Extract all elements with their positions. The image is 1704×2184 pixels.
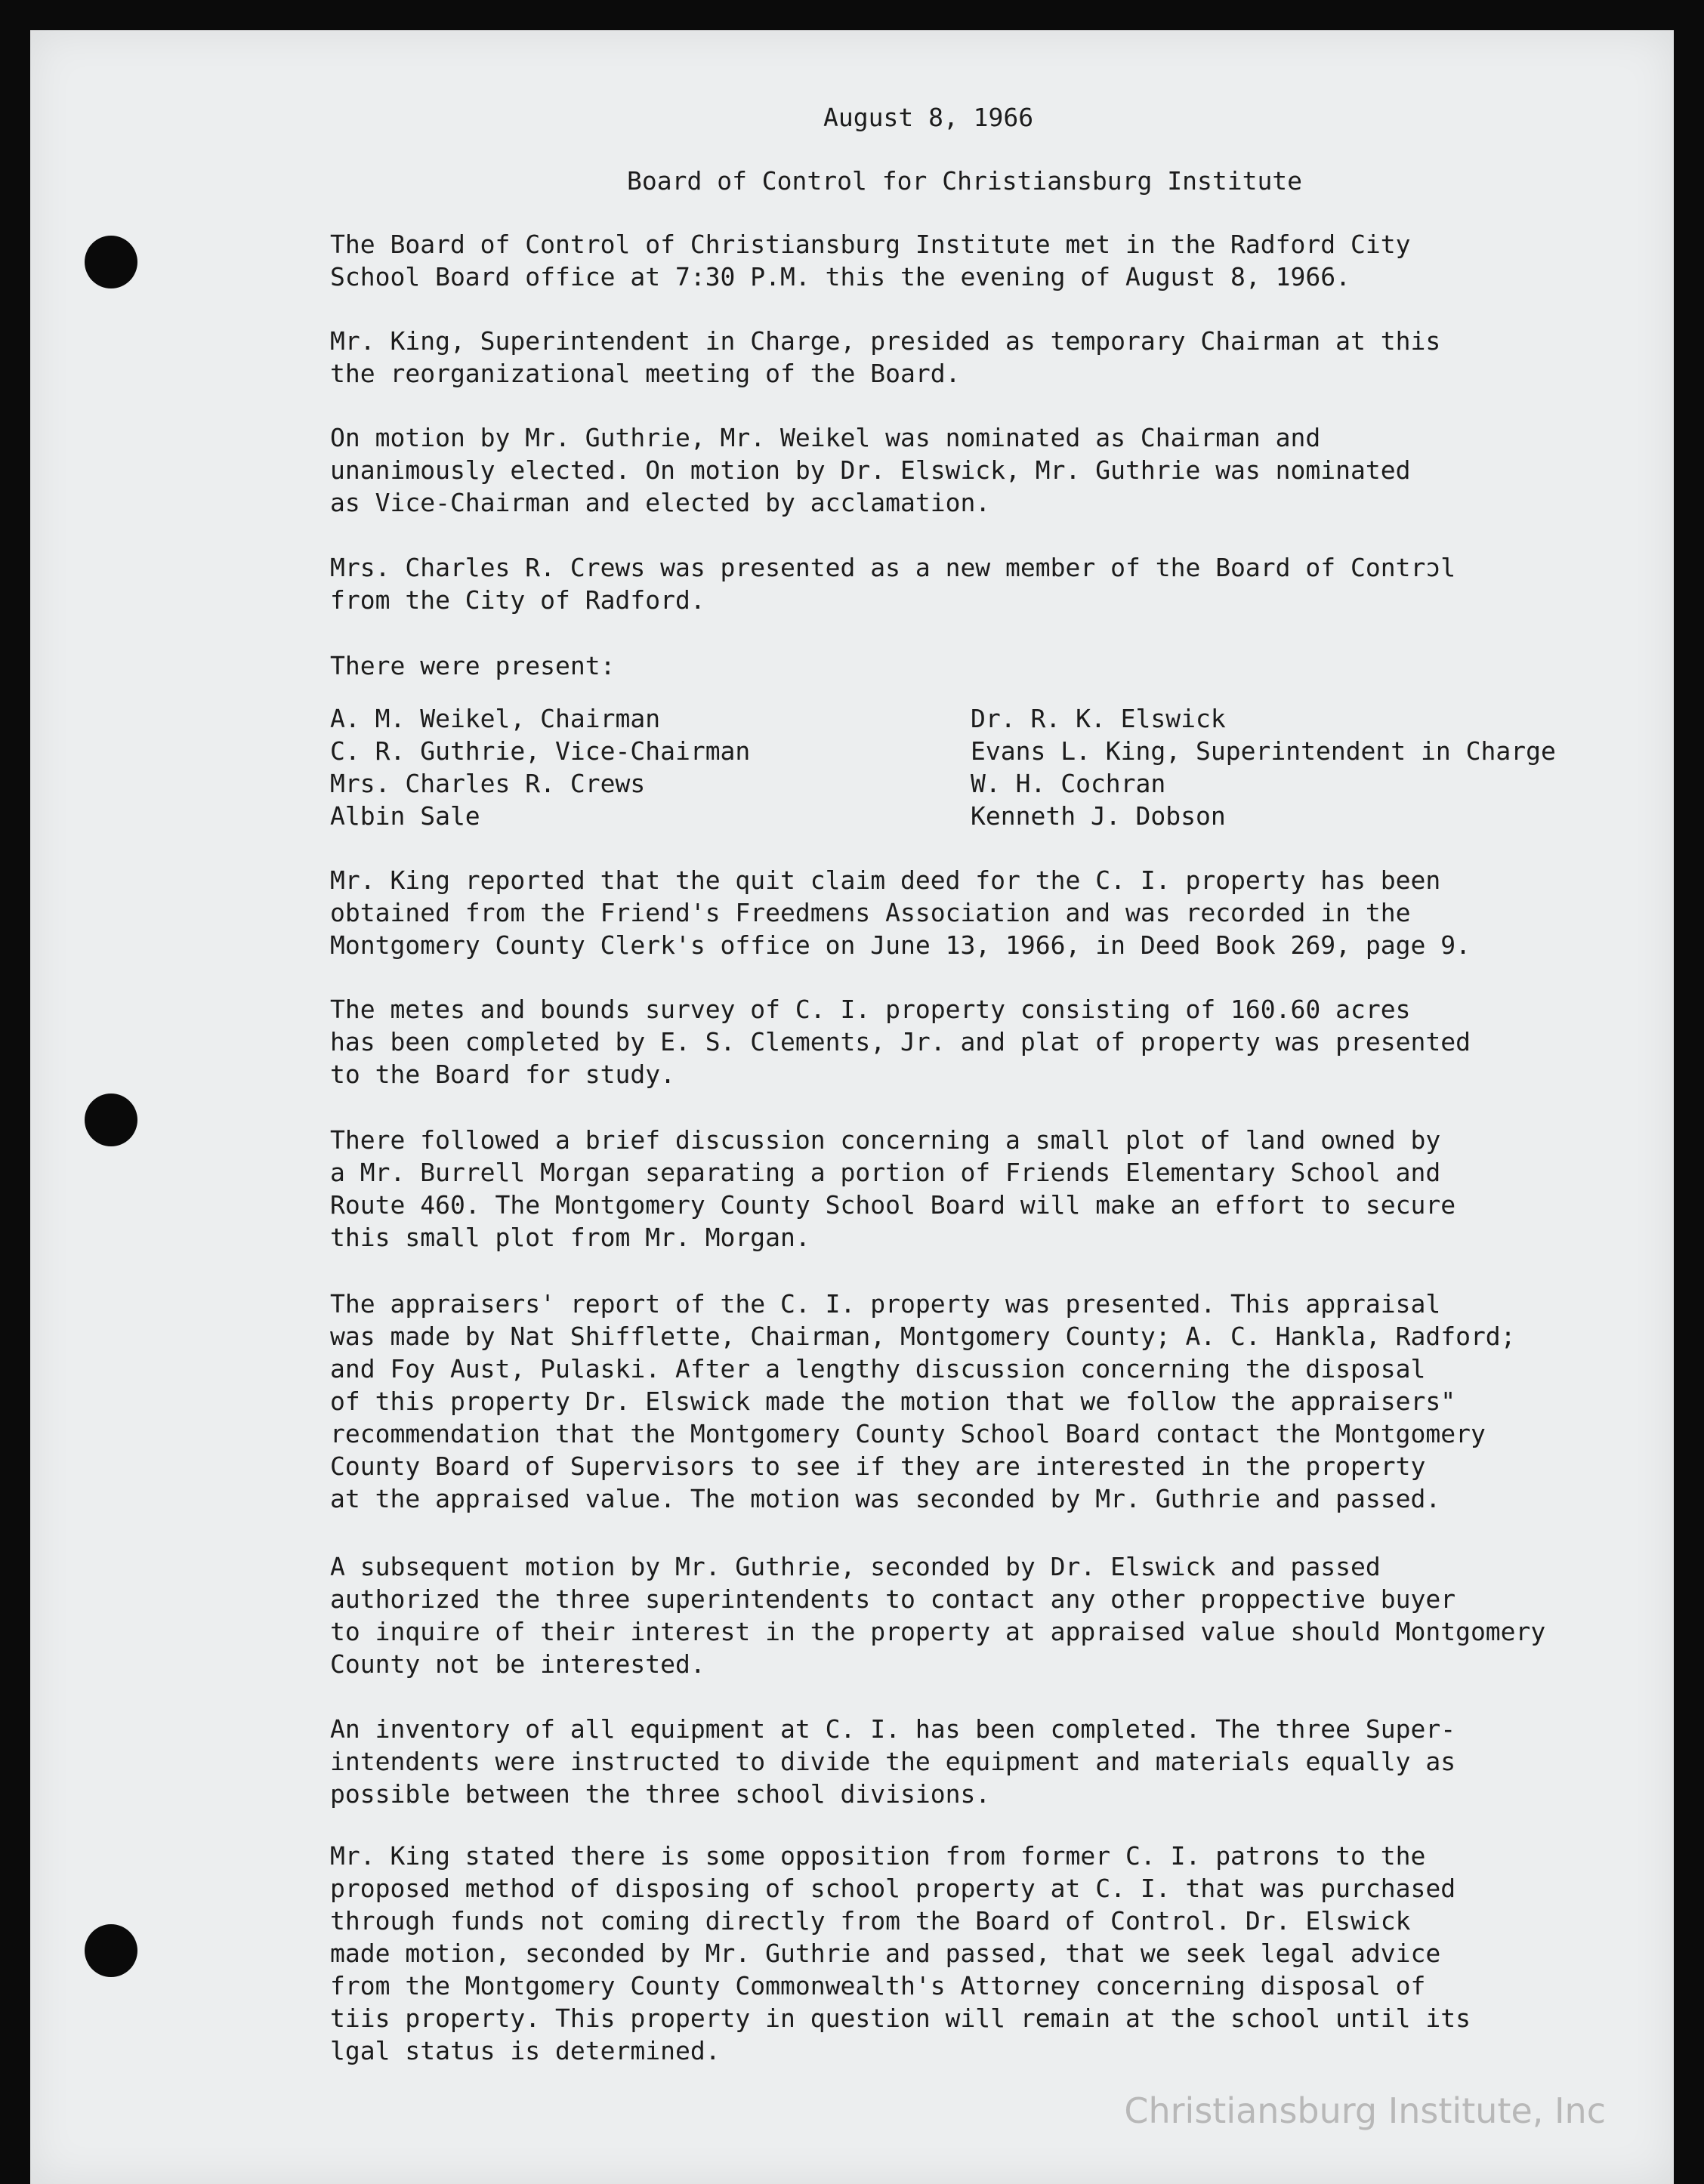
present-label: There were present: — [330, 651, 616, 680]
paragraph-opposition: Mr. King stated there is some opposition from former C. I. patrons to the proposed method of disposing of school property at C. I. that was purchased through funds not coming directly from the Board of Control. Dr. Elswick made motion, seconded by Mr. Guthrie and passed, that we seek legal advice from the Montgomery County Commonwealth's Attorney concerning disposal of tiis property. This property in question will remain at the school until its lgal status is determined. — [330, 1841, 1471, 2065]
present-member: A. M. Weikel, Chairman — [330, 704, 661, 733]
present-member: Kenneth J. Dobson — [971, 801, 1226, 831]
watermark-text: Christiansburg Institute, Inc — [1124, 2090, 1606, 2131]
present-list-left — [330, 702, 750, 832]
paragraph-inventory: An inventory of all equipment at C. I. has been completed. The three Super- intendents were instructed to divide the equipment and materials equally as possible between the three school divisions. — [330, 1714, 1456, 1809]
document-heading: Board of Control for Christiansburg Institute — [627, 166, 1303, 196]
present-member: Albin Sale — [330, 801, 480, 831]
document-page — [30, 30, 1674, 2184]
punch-hole-top — [85, 236, 137, 288]
paragraph-subsequent-motion: A subsequent motion by Mr. Guthrie, seconded by Dr. Elswick and passed authorized the three superintendents to contact any other proppective buyer to inquire of their interest in the property at appraised value should Montgomery County not be interested. — [330, 1552, 1546, 1679]
present-member: W. H. Cochran — [971, 769, 1166, 798]
paragraph-new-member: Mrs. Charles R. Crews was presented as a new member of the Board of Contrɔl from the City of Radford. — [330, 553, 1456, 615]
document-date: August 8, 1966 — [823, 103, 1034, 132]
present-list-right — [971, 702, 1556, 832]
paragraph-quit-claim-deed: Mr. King reported that the quit claim deed for the C. I. property has been obtained from the Friend's Freedmens Association and was recorded in the Montgomery County Clerk's office on June 13, 1966, in Deed Book 269, page 9. — [330, 865, 1471, 960]
paragraph-presiding: Mr. King, Superintendent in Charge, presided as temporary Chairman at this the reorganizational meeting of the Board. — [330, 326, 1441, 388]
present-member: Mrs. Charles R. Crews — [330, 769, 646, 798]
present-member: Dr. R. K. Elswick — [971, 704, 1226, 733]
paragraph-election: On motion by Mr. Guthrie, Mr. Weikel was nominated as Chairman and unanimously elected. On motion by Dr. Elswick, Mr. Guthrie was nominated as Vice-Chairman and elected by acclamation. — [330, 423, 1411, 517]
paragraph-survey: The metes and bounds survey of C. I. property consisting of 160.60 acres has been completed by E. S. Clements, Jr. and plat of property was presented to the Board for study. — [330, 995, 1471, 1089]
punch-hole-middle — [85, 1094, 137, 1146]
present-member: Evans L. King, Superintendent in Charge — [971, 736, 1556, 766]
paragraph-appraisal: The appraisers' report of the C. I. property was presented. This appraisal was made by Nat Shifflette, Chairman, Montgomery County; A. C. Hankla, Radford; and Foy Aust, Pulaski. After a lengthy discussion concerning the disposal of this property Dr. Elswick made the motion that we follow the appraisers" recommendation that the Montgomery County School Board contact the Montgomery County Board of Supervisors to see if they are interested in the property at the appraised value. The motion was seconded by Mr. Guthrie and passed. — [330, 1289, 1516, 1513]
punch-hole-bottom — [85, 1924, 137, 1977]
paragraph-meeting: The Board of Control of Christiansburg Institute met in the Radford City School Board office at 7:30 P.M. this the evening of August 8, 1966. — [330, 230, 1411, 292]
present-member: C. R. Guthrie, Vice-Chairman — [330, 736, 751, 766]
paragraph-morgan-plot: There followed a brief discussion concerning a small plot of land owned by a Mr. Burrell Morgan separating a portion of Friends Elementary School and Route 460. The Montgomery County School Board will make an effort to secure this small plot from Mr. Morgan. — [330, 1125, 1456, 1252]
